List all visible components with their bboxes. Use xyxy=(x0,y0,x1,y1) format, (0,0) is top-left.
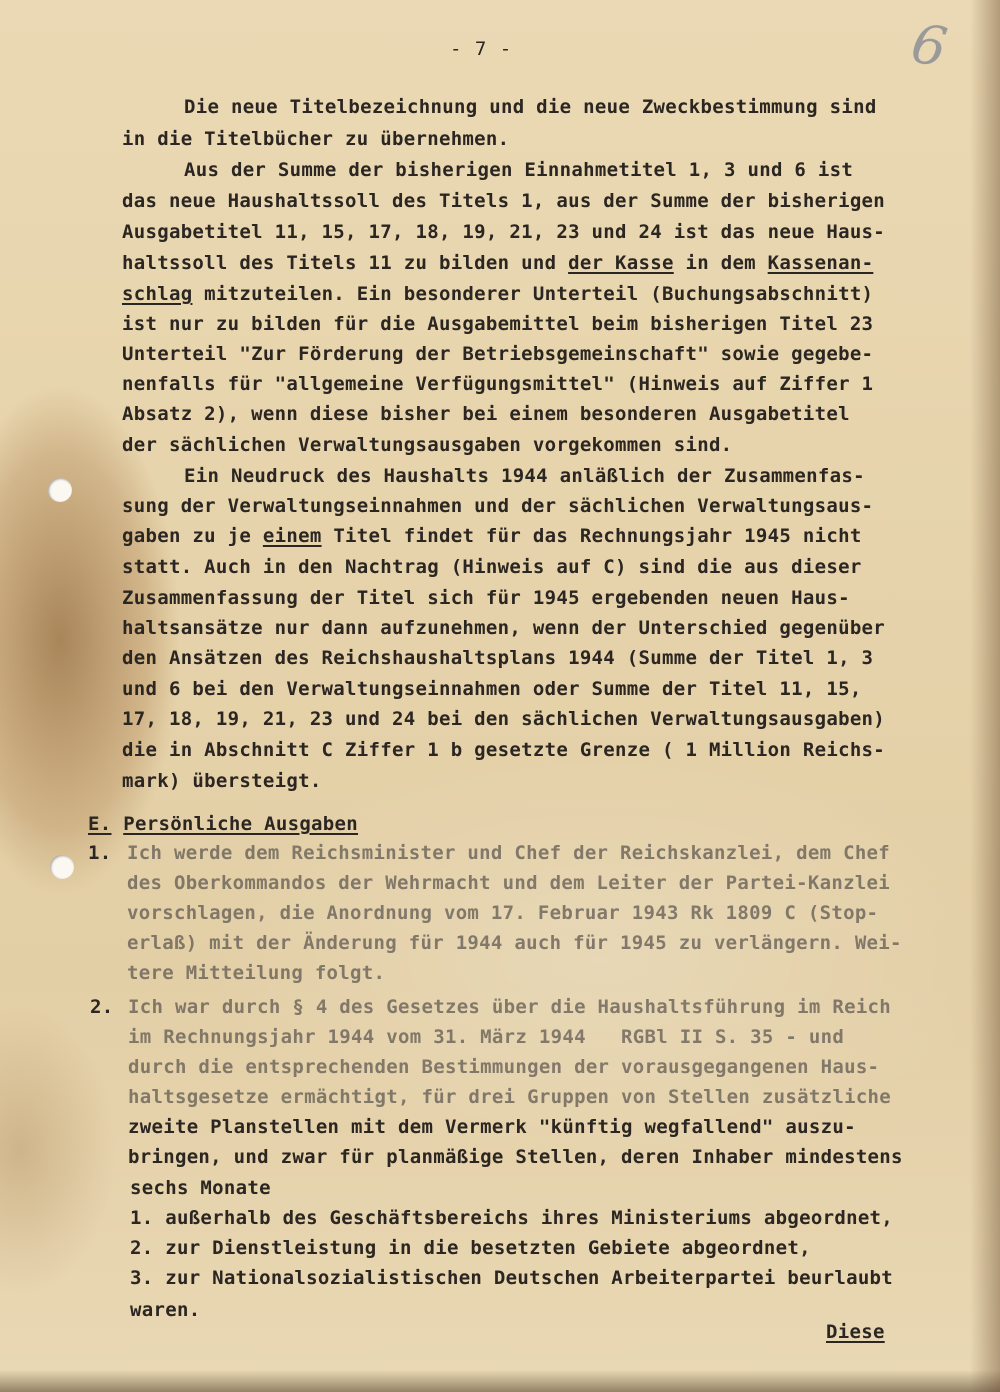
page-edge-shadow xyxy=(970,0,1000,1392)
text-line: des Oberkommandos der Wehrmacht und dem Leiter der Partei-Kanzlei xyxy=(127,872,891,894)
sub-item: 2. zur Dienstleistung in die besetzten Gebiete abgeordnet, xyxy=(130,1237,811,1259)
text-line: erlaß) mit der Änderung für 1944 auch für 1945 zu verlängern. Wei- xyxy=(127,932,902,954)
page-number: - 7 - xyxy=(450,38,513,60)
catchword: Diese xyxy=(826,1321,885,1343)
text-line xyxy=(122,524,862,548)
item-number: 2. xyxy=(90,996,114,1018)
text-line: die in Abschnitt C Ziffer 1 b gesetzte Grenze ( 1 Million Reichs- xyxy=(122,739,886,761)
section-letter: E. xyxy=(88,813,112,835)
text-line: Aus der Summe der bisherigen Einnahmetitel 1, 3 und 6 ist xyxy=(184,159,854,181)
text-line: zweite Planstellen mit dem Vermerk "künftig wegfallend" auszu- xyxy=(128,1116,856,1138)
text-line: 17, 18, 19, 21, 23 und 24 bei den sächlichen Verwaltungsausgaben) xyxy=(122,708,886,730)
text-line: ist nur zu bilden für die Ausgabemittel beim bisherigen Titel 23 xyxy=(122,313,874,335)
text-segment: haltssoll des Titels 11 zu bilden und xyxy=(122,252,569,274)
text-line: tere Mitteilung folgt. xyxy=(127,962,386,984)
text-segment: mitzuteilen. Ein besonderer Unterteil (Buchungsabschnitt) xyxy=(192,283,874,305)
text-line: in die Titelbücher zu übernehmen. xyxy=(122,128,510,150)
text-line xyxy=(122,282,873,306)
underlined-kassenanschlag-part2: schlag xyxy=(122,283,193,305)
text-line xyxy=(122,251,873,275)
text-line: nenfalls für "allgemeine Verfügungsmittel" (Hinweis auf Ziffer 1 xyxy=(122,373,874,395)
text-line: waren. xyxy=(130,1299,201,1321)
text-line: mark) übersteigt. xyxy=(122,770,322,792)
text-line: vorschlagen, die Anordnung vom 17. Februar 1943 Rk 1809 C (Stop- xyxy=(127,902,879,924)
text-segment: in dem xyxy=(673,252,768,274)
punch-hole-upper xyxy=(48,478,72,502)
text-line: statt. Auch in den Nachtrag (Hinweis auf C) sind die aus dieser xyxy=(122,556,862,578)
underlined-kassenanschlag-part1: Kassenan- xyxy=(767,252,874,274)
text-line: Die neue Titelbezeichnung und die neue Zweckbestimmung sind xyxy=(184,96,877,118)
text-line: Absatz 2), wenn diese bisher bei einem besonderen Ausgabetitel xyxy=(122,403,850,425)
text-line: und 6 bei den Verwaltungseinnahmen oder Summe der Titel 11, 15, xyxy=(122,678,862,700)
section-title: Persönliche Ausgaben xyxy=(123,813,359,835)
text-line: Unterteil "Zur Förderung der Betriebsgemeinschaft" sowie gegebe- xyxy=(122,343,874,365)
text-segment: Titel findet für das Rechnungsjahr 1945 nicht xyxy=(321,525,862,547)
section-e-heading xyxy=(88,812,358,836)
text-line: bringen, und zwar für planmäßige Stellen, deren Inhaber mindestens xyxy=(128,1146,903,1168)
text-line: haltsgesetze ermächtigt, für drei Gruppen von Stellen zusätzliche xyxy=(128,1086,892,1108)
text-line: haltsansätze nur dann aufzunehmen, wenn der Unterschied gegenüber xyxy=(122,617,886,639)
text-line: Ausgabetitel 11, 15, 17, 18, 19, 21, 23 und 24 ist das neue Haus- xyxy=(122,221,886,243)
text-line: im Rechnungsjahr 1944 vom 31. März 1944 RGBl II S. 35 - und xyxy=(128,1026,845,1048)
pencil-annotation: 6 xyxy=(906,11,952,80)
text-line: Zusammenfassung der Titel sich für 1945 ergebenden neuen Haus- xyxy=(122,587,850,609)
item-number: 1. xyxy=(88,842,112,864)
sub-item: 3. zur Nationalsozialistischen Deutschen Arbeiterpartei beurlaubt xyxy=(130,1267,894,1289)
punch-hole-lower xyxy=(50,855,74,879)
text-line: sung der Verwaltungseinnahmen und der sächlichen Verwaltungsaus- xyxy=(122,495,874,517)
sub-item: 1. außerhalb des Geschäftsbereichs ihres Ministeriums abgeordnet, xyxy=(130,1207,894,1229)
text-line: den Ansätzen des Reichshaushaltsplans 1944 (Summe der Titel 1, 3 xyxy=(122,647,874,669)
underlined-der-kasse: der Kasse xyxy=(568,252,674,274)
underlined-einem: einem xyxy=(262,525,322,547)
text-segment: gaben zu je xyxy=(122,525,263,547)
text-line: Ich werde dem Reichsminister und Chef der Reichskanzlei, dem Chef xyxy=(127,842,891,864)
page-bottom-shadow xyxy=(0,1370,1000,1392)
text-line: sechs Monate xyxy=(130,1177,271,1199)
text-line: durch die entsprechenden Bestimmungen der vorausgegangenen Haus- xyxy=(128,1056,880,1078)
text-line: Ich war durch § 4 des Gesetzes über die Haushaltsführung im Reich xyxy=(128,996,892,1018)
text-line: Ein Neudruck des Haushalts 1944 anläßlich der Zusammenfas- xyxy=(184,465,865,487)
text-line: der sächlichen Verwaltungsausgaben vorgekommen sind. xyxy=(122,434,733,456)
text-line: das neue Haushaltssoll des Titels 1, aus der Summe der bisherigen xyxy=(122,190,886,212)
